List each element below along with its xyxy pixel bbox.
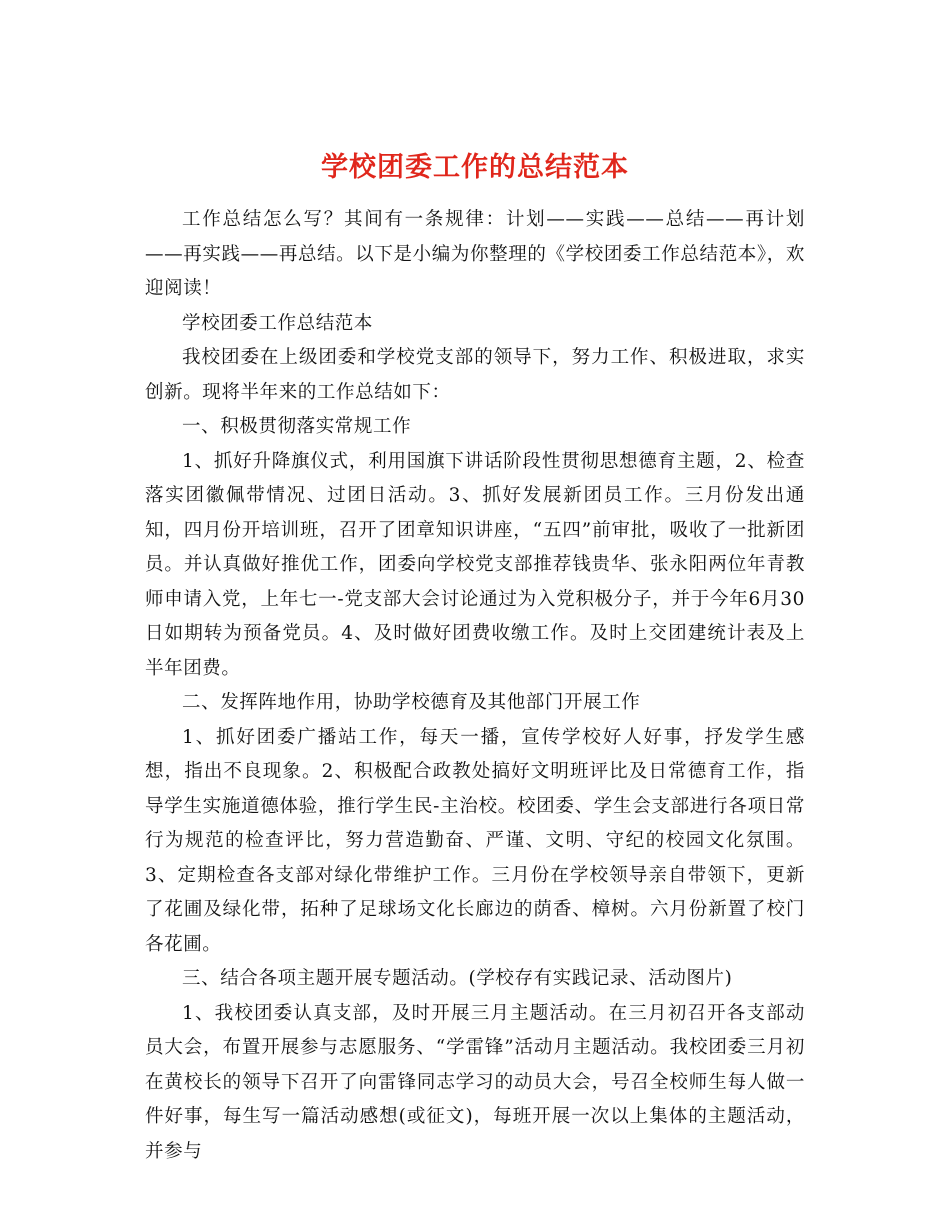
section-heading-3: 三、结合各项主题开展专题活动。(学校存有实践记录、活动图片): [182, 968, 733, 989]
section-3-paragraph: 1、我校团委认真支部，及时开展三月主题活动。在三月初召开各支部动员大会，布置开展参与志愿服务、“学雷锋”活动月主题活动。我校团委三月初在黄校长的领导下召开了向雷锋同志学习的动员大会，号召全校师生每人做一件好事，每生写一篇活动感想(或征文)，每班开展一次以上集体的主题活动，并参与: [145, 1002, 805, 1162]
section-heading-1: 一、积极贯彻落实常规工作: [182, 416, 412, 437]
section-heading-2: 二、发挥阵地作用，协助学校德育及其他部门开展工作: [182, 692, 641, 713]
section-1-paragraph: 1、抓好升降旗仪式，利用国旗下讲话阶段性贯彻思想德育主题，2、检查落实团徽佩带情况、过团日活动。3、抓好发展新团员工作。三月份发出通知，四月份开培训班，召开了团章知识讲座，“五四”前审批，吸收了一批新团员。并认真做好推优工作，团委向学校党支部推荐钱贵华、张永阳两位年青教师申请入党，上年七一-党支部大会讨论通过为入党积极分子，并于今年6月30日如期转为预备党员。4、及时做好团费收缴工作。及时上交团建统计表及上半年团费。: [145, 450, 805, 679]
subtitle-paragraph: 学校团委工作总结范本: [182, 312, 374, 334]
opening-paragraph: 我校团委在上级团委和学校党支部的领导下，努力工作、积极进取，求实创新。现将半年来的工作总结如下：: [145, 347, 805, 403]
section-2-paragraph: 1、抓好团委广播站工作，每天一播，宣传学校好人好事，抒发学生感想，指出不良现象。2、积极配合政教处搞好文明班评比及日常德育工作，指导学生实施道德体验，推行学生民-主治校。校团委、学生会支部进行各项日常行为规范的检查评比，努力营造勤奋、严谨、文明、守纪的校园文化氛围。3、定期检查各支部对绿化带维护工作。三月份在学校领导亲自带领下，更新了花圃及绿化带，拓种了足球场文化长廊边的荫香、樟树。六月份新置了校门各花圃。: [145, 726, 805, 955]
intro-paragraph: 工作总结怎么写？其间有一条规律：计划——实践——总结——再计划——再实践——再总结。以下是小编为你整理的《学校团委工作总结范本》，欢迎阅读！: [145, 209, 805, 299]
document-body: [145, 203, 805, 1169]
document-title: 学校团委工作的总结范本: [321, 152, 629, 184]
